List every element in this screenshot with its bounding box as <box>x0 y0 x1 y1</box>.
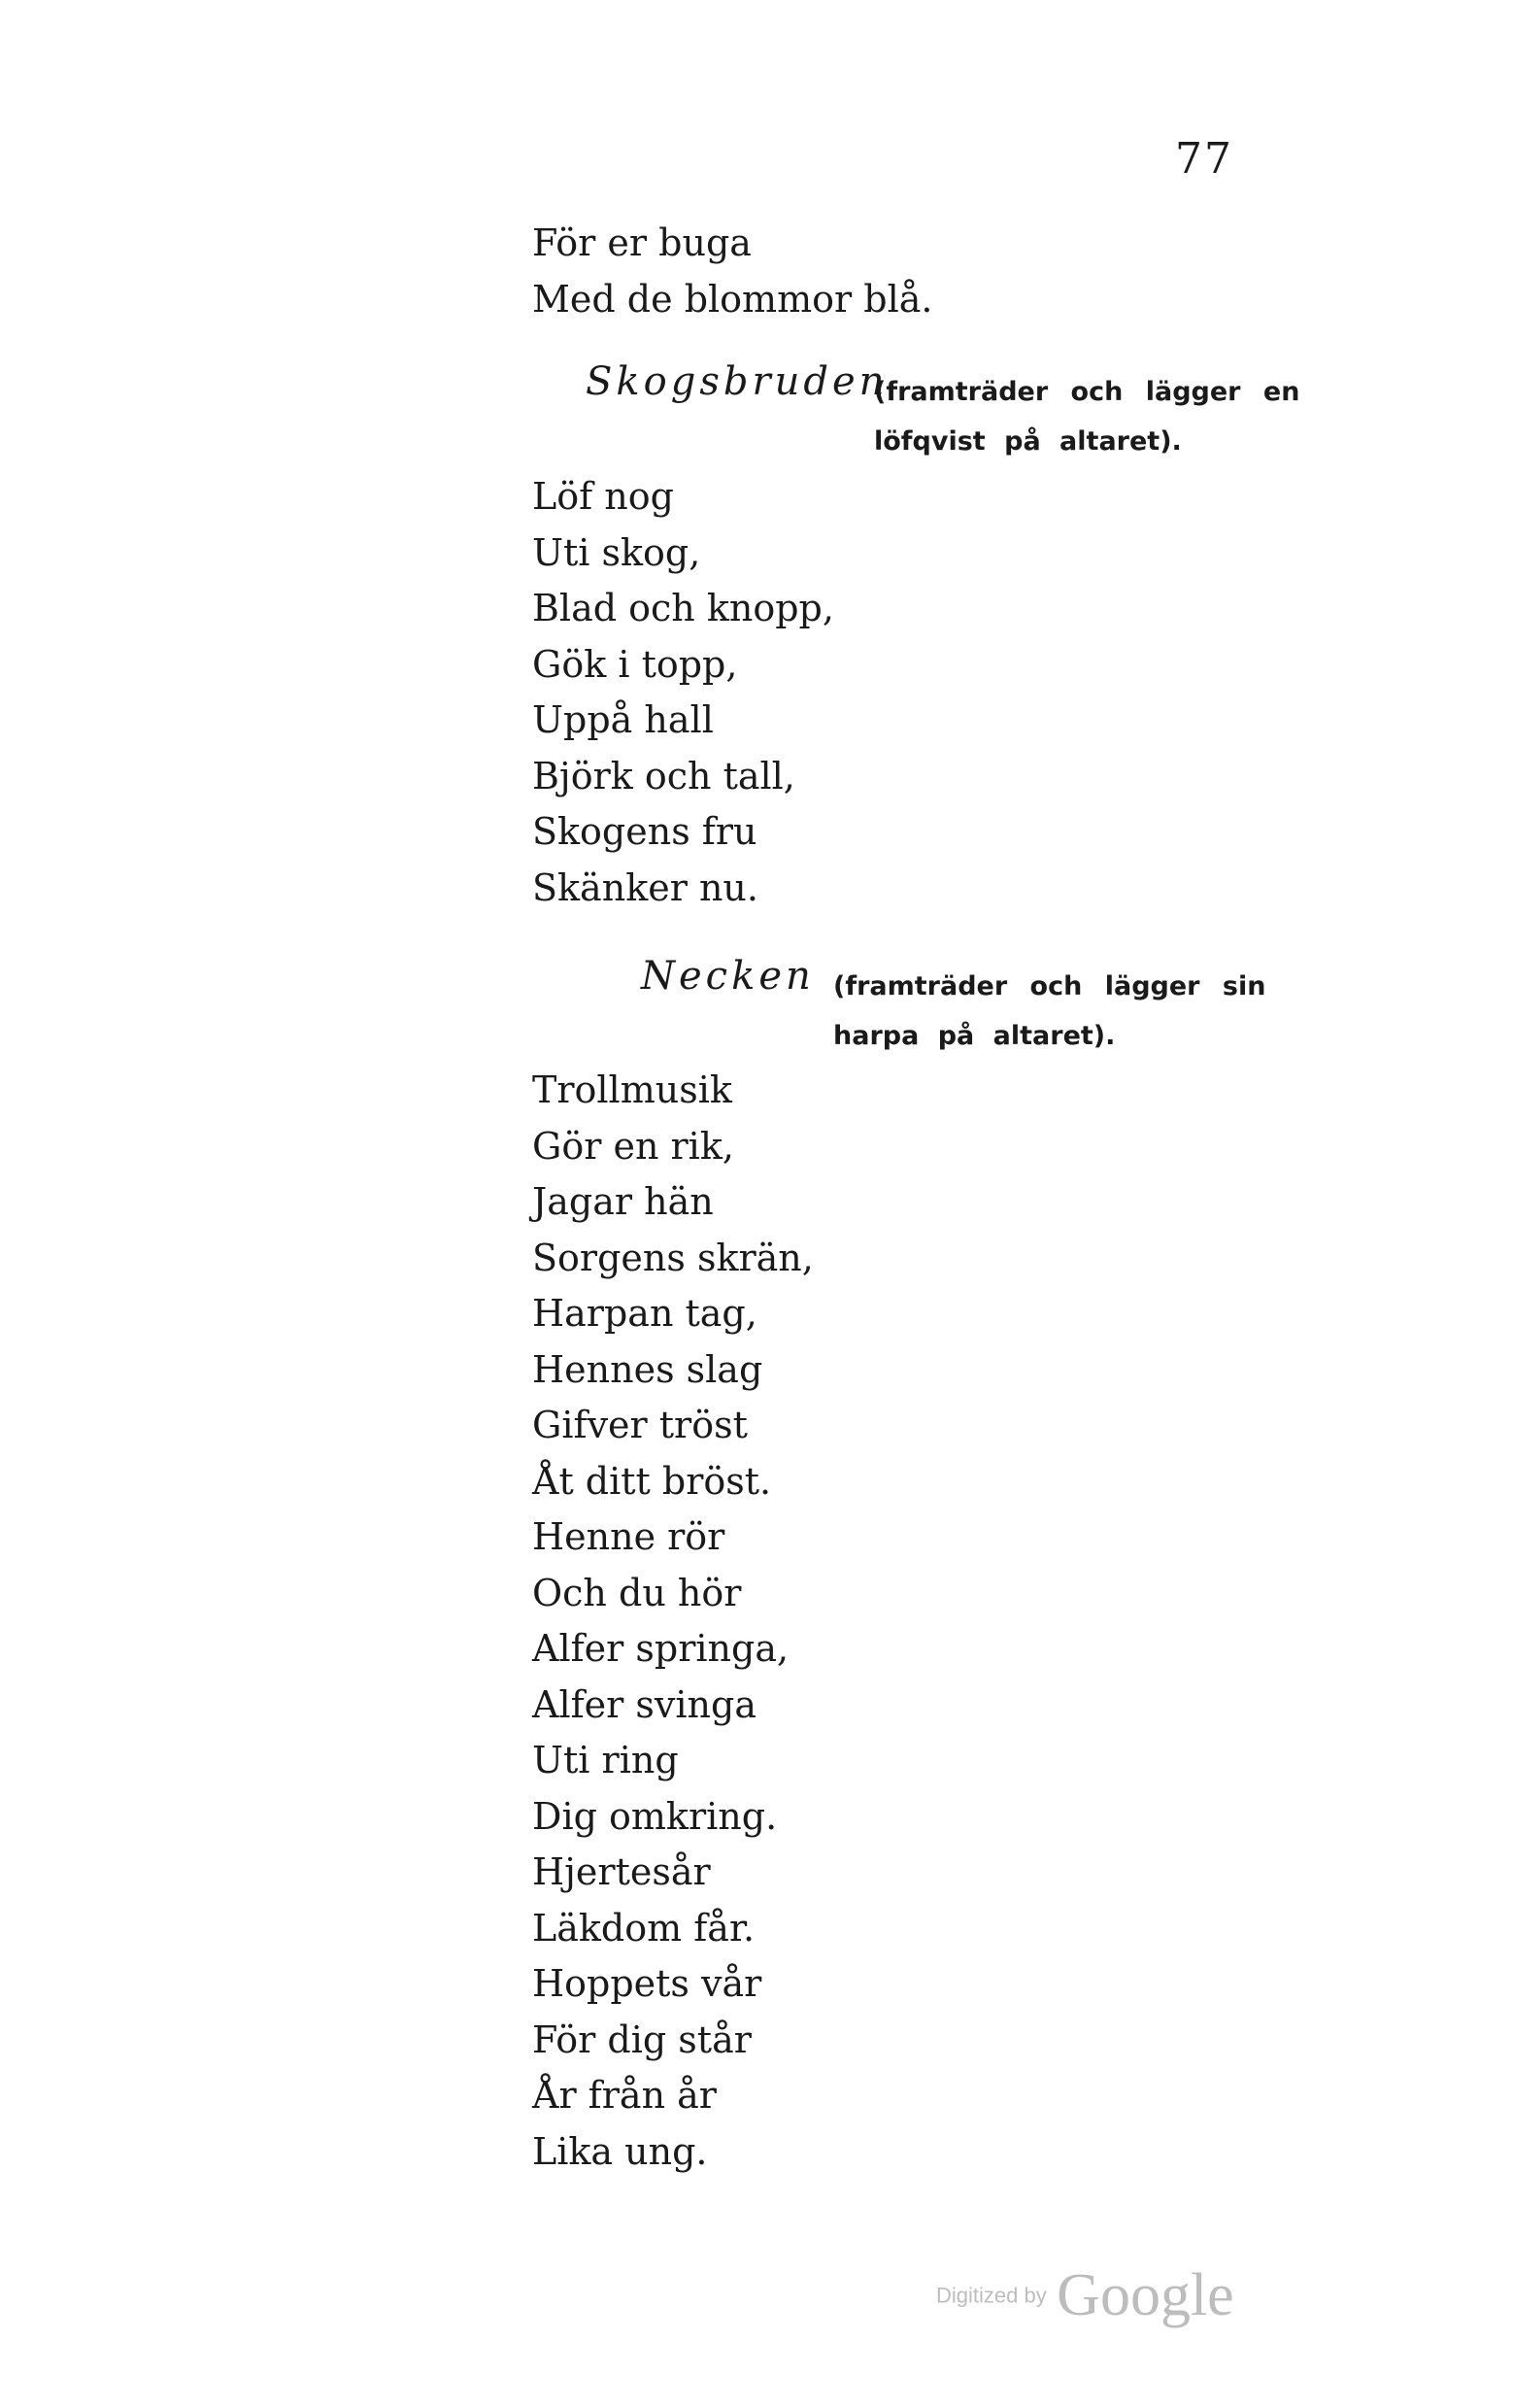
verse-line: Jagar hän <box>532 1180 714 1223</box>
verse-line: Sorgens skrän, <box>532 1236 814 1279</box>
verse-line: Uppå hall <box>532 698 714 741</box>
verse-line: Björk och tall, <box>532 754 795 797</box>
verse-block-skogsbruden <box>532 469 834 916</box>
stage-direction-line: harpa på altaret). <box>833 1021 1116 1051</box>
verse-line: För er buga <box>532 221 752 264</box>
verse-line: Åt ditt bröst. <box>532 1459 772 1503</box>
page-number: 77 <box>1175 134 1233 184</box>
stage-direction-line: (framträder och lägger sin <box>833 971 1266 1001</box>
verse-line: Uti ring <box>532 1739 679 1781</box>
verse-block-opening <box>532 216 932 327</box>
verse-block-necken <box>532 1063 814 2180</box>
verse-line: Alfer springa, <box>532 1627 790 1670</box>
verse-line: Gifver tröst <box>532 1404 748 1446</box>
digitized-watermark <box>936 2261 1234 2330</box>
verse-line: Och du hör <box>532 1571 742 1614</box>
speaker-name-necken: Necken <box>641 954 815 999</box>
verse-line: Dig omkring. <box>532 1794 778 1838</box>
verse-line: Skänker nu. <box>532 865 758 909</box>
google-logo-text: Google <box>1057 2262 1234 2328</box>
verse-line: Henne rör <box>532 1515 725 1558</box>
verse-line: Läkdom får. <box>532 1906 756 1950</box>
verse-line: Alfer svinga <box>532 1682 756 1726</box>
verse-line: Hennes slag <box>532 1347 763 1391</box>
verse-line: För dig står <box>532 2018 752 2061</box>
verse-line: Hoppets vår <box>532 1962 762 2005</box>
verse-line: Uti skog, <box>532 530 701 574</box>
digitized-label: Digitized by <box>936 2283 1047 2308</box>
speaker-name-skogsbruden: Skogsbruden <box>586 359 889 404</box>
verse-line: Gör en rik, <box>532 1124 734 1168</box>
stage-direction-necken <box>833 962 1265 1061</box>
verse-line: Med de blommor blå. <box>532 277 933 321</box>
stage-direction-line: (framträder och lägger en <box>874 377 1300 407</box>
stage-direction-skogsbruden <box>874 367 1299 466</box>
verse-line: Lika ung. <box>532 2129 708 2173</box>
verse-line: Harpan tag, <box>532 1292 757 1335</box>
verse-line: Hjertesår <box>532 1850 711 1893</box>
verse-line: Löf nog <box>532 475 674 518</box>
verse-line: Gök i topp, <box>532 642 738 686</box>
verse-line: Blad och knopp, <box>532 587 834 629</box>
verse-line: År från år <box>532 2074 717 2117</box>
stage-direction-line: löfqvist på altaret). <box>874 426 1182 457</box>
verse-line: Skogens fru <box>532 810 757 853</box>
verse-line: Trollmusik <box>532 1068 732 1111</box>
